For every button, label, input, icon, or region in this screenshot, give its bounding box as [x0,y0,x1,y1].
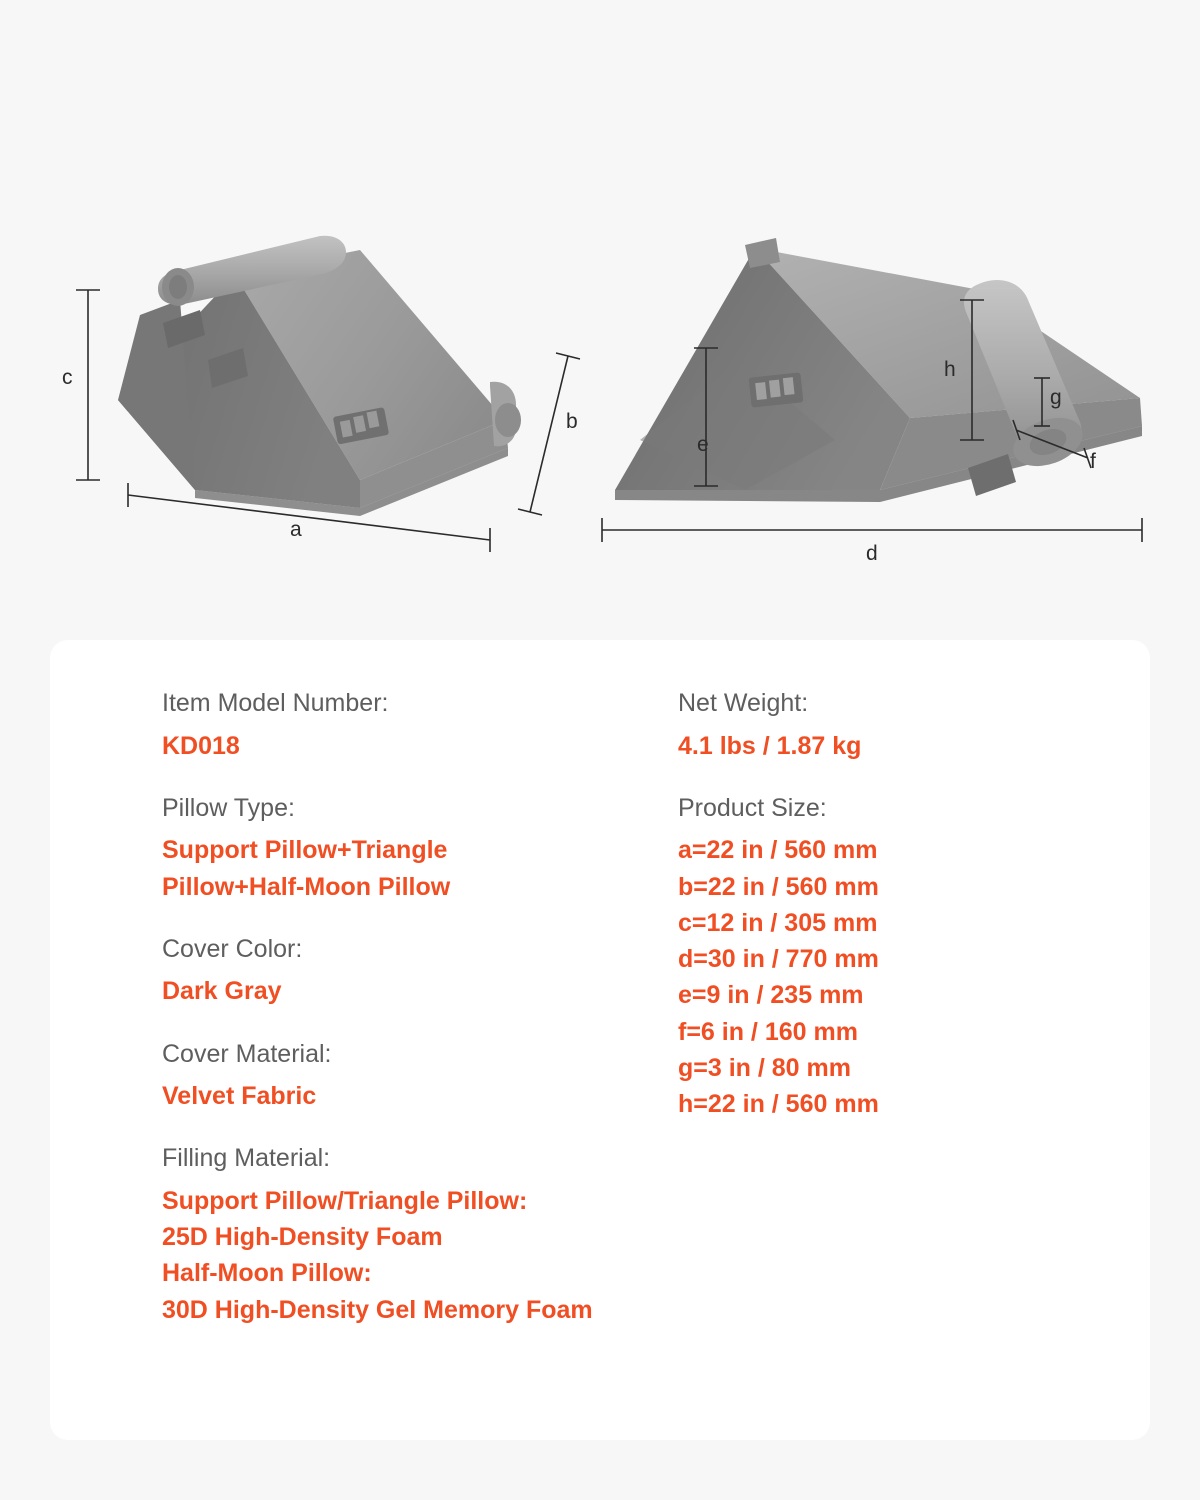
spec-label: Net Weight: [678,689,809,717]
spec-item-cover-color [162,931,660,1010]
dimension-label-f: f [1090,450,1096,473]
spec-columns [50,640,1150,1354]
spec-value-line: Velvet Fabric [162,1082,317,1110]
spec-item-filling-material [162,1140,660,1328]
dimension-label-e: e [697,433,709,456]
spec-value-line: 4.1 lbs / 1.87 kg [678,731,862,760]
dimension-label-h: h [944,358,956,381]
spec-label: Pillow Type: [162,793,295,822]
spec-value-line: KD018 [162,731,240,760]
spec-value [162,973,660,1009]
spec-value [678,728,1150,764]
spec-item-product-size [678,790,1150,1123]
spec-value [162,1183,660,1328]
product-image-side-view [60,190,600,590]
specification-card [50,640,1150,1440]
spec-label: Item Model Number: [162,689,389,717]
side-roll-detail [490,382,521,447]
spec-label: Filling Material: [162,1144,331,1173]
size-line-f: f=6 in / 160 mm [678,1017,858,1046]
spec-value-line: Support Pillow+Triangle [162,836,448,865]
spec-value-line: Half-Moon Pillow: [162,1259,372,1288]
dimension-label-b: b [566,410,578,433]
size-line-e: e=9 in / 235 mm [678,981,864,1010]
size-line-g: g=3 in / 80 mm [678,1053,851,1082]
spec-value-line: Pillow+Half-Moon Pillow [162,872,451,901]
dimension-label-d: d [866,542,878,565]
spec-label: Cover Material: [162,1039,332,1068]
dimension-label-g: g [1050,386,1062,409]
spec-value-line: Support Pillow/Triangle Pillow: [162,1186,528,1215]
product-image-angled-view [580,190,1180,590]
spec-label: Product Size: [678,793,827,822]
size-line-a: a=22 in / 560 mm [678,836,878,865]
spec-value-line: 30D High-Density Gel Memory Foam [162,1295,593,1324]
spec-item-pillow-type [162,790,660,905]
spec-value-line: 25D High-Density Foam [162,1223,443,1251]
dimension-line-d [602,518,1142,542]
dimension-label-c: c [62,366,73,389]
spec-value [162,728,660,764]
size-line-d: d=30 in / 770 mm [678,945,879,973]
spec-value [162,832,660,905]
spec-item-cover-material [162,1036,660,1115]
size-line-c: c=12 in / 305 mm [678,908,878,937]
size-line-b: b=22 in / 560 mm [678,872,879,901]
wedge-pillow-body-angled [615,238,1142,502]
spec-item-net-weight [678,685,1150,764]
dimension-line-c [76,290,100,480]
spec-value-size-list [678,832,1150,1122]
spec-item-model-number [162,685,660,764]
dimension-line-b [518,353,580,515]
spec-column-left [50,685,660,1354]
product-diagram-area [0,0,1200,640]
spec-value-line: Dark Gray [162,977,282,1006]
dimension-label-a: a [290,518,302,541]
spec-value [162,1078,660,1114]
spec-label: Cover Color: [162,934,303,963]
size-line-h: h=22 in / 560 mm [678,1090,879,1118]
spec-column-right [660,685,1150,1354]
